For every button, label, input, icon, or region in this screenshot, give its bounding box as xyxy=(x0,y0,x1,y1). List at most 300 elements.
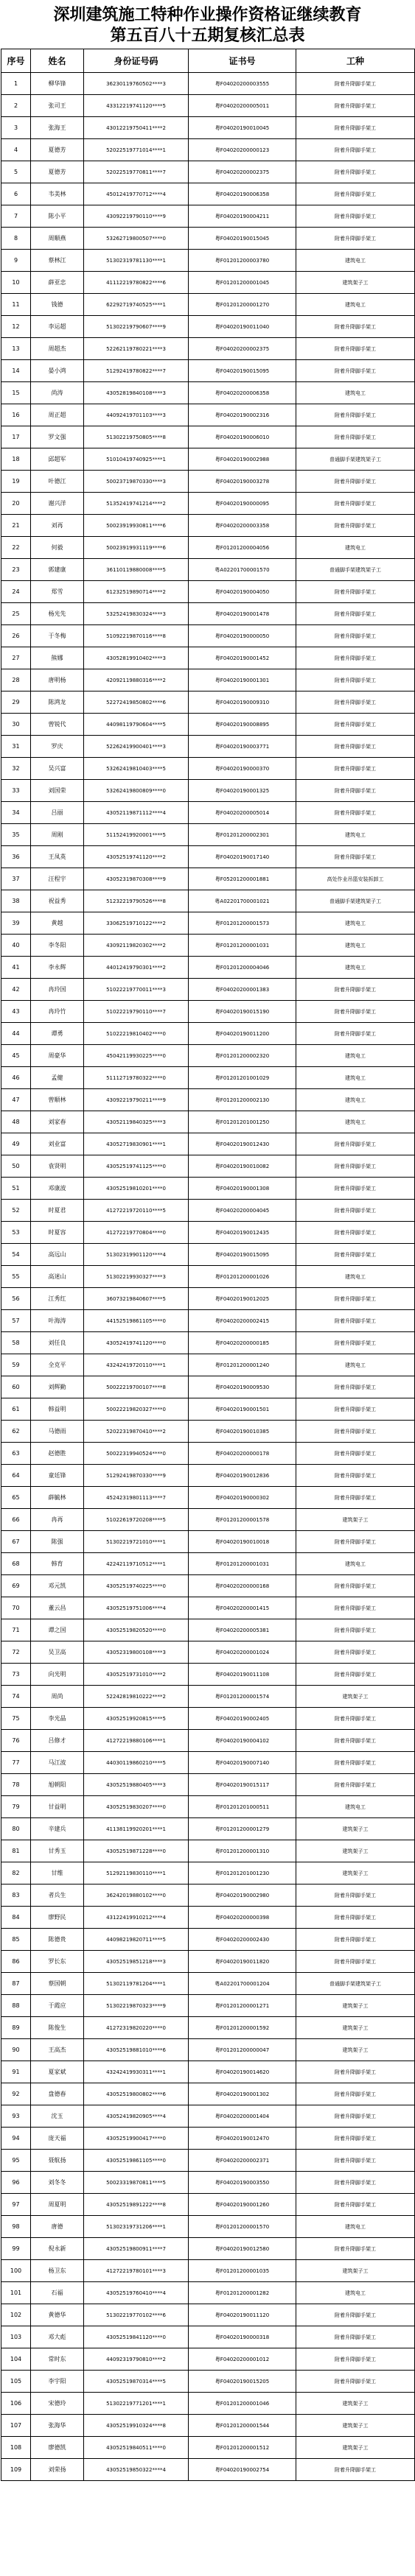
cell-index: 6 xyxy=(1,183,31,205)
cell-index: 53 xyxy=(1,1222,31,1244)
cell-name: 蔡国朝 xyxy=(31,1973,84,1995)
cell-certificate-number: 粤F01201200001512 xyxy=(189,2437,296,2459)
cell-id-number: 41112219780822****6 xyxy=(84,272,189,294)
cell-job-type: 附着升降脚手架工 xyxy=(296,1641,415,1664)
cell-index: 50 xyxy=(1,1155,31,1178)
cell-certificate-number: 粤F04020200000185 xyxy=(189,1332,296,1354)
cell-index: 54 xyxy=(1,1244,31,1266)
cell-index: 67 xyxy=(1,1531,31,1553)
cell-id-number: 43052119840325****3 xyxy=(84,1111,189,1133)
cell-certificate-number: 粤F04020190001260 xyxy=(189,2194,296,2216)
cell-index: 1 xyxy=(1,73,31,95)
cell-job-type: 建筑架子工 xyxy=(296,1686,415,1708)
cell-job-type: 附着升降脚手架工 xyxy=(296,515,415,537)
cell-job-type: 附着升降脚手架工 xyxy=(296,2194,415,2216)
table-row xyxy=(1,250,415,272)
cell-certificate-number: 粤F01201200004046 xyxy=(189,957,296,979)
cell-name: 时夏君 xyxy=(31,1200,84,1222)
cell-id-number: 43052519880405****3 xyxy=(84,1774,189,1796)
table-row xyxy=(1,1730,415,1752)
table-row xyxy=(1,294,415,316)
cell-job-type: 附着升降脚手架工 xyxy=(296,2371,415,2393)
cell-certificate-number: 粤F04020190004050 xyxy=(189,581,296,603)
table-row xyxy=(1,493,415,515)
cell-job-type: 附着升降脚手架工 xyxy=(296,426,415,448)
cell-job-type: 附着升降脚手架工 xyxy=(296,1885,415,1907)
table-row xyxy=(1,1885,415,1907)
cell-certificate-number: 粤F04020190010018 xyxy=(189,1531,296,1553)
cell-name: 韦美林 xyxy=(31,183,84,205)
cell-job-type: 附着升降脚手架工 xyxy=(296,1288,415,1310)
cell-index: 102 xyxy=(1,2304,31,2326)
cell-index: 11 xyxy=(1,294,31,316)
cell-index: 63 xyxy=(1,1443,31,1465)
cell-index: 103 xyxy=(1,2326,31,2348)
cell-index: 19 xyxy=(1,471,31,493)
cell-index: 109 xyxy=(1,2459,31,2481)
table-row xyxy=(1,1818,415,1840)
cell-index: 42 xyxy=(1,979,31,1001)
table-row xyxy=(1,1531,415,1553)
cell-name: 向光明 xyxy=(31,1664,84,1686)
cell-id-number: 43052419741120****0 xyxy=(84,1332,189,1354)
cell-index: 76 xyxy=(1,1730,31,1752)
cell-id-number: 53252419830324****3 xyxy=(84,603,189,625)
cell-index: 104 xyxy=(1,2348,31,2371)
cell-id-number: 44030119860210****5 xyxy=(84,1752,189,1774)
cell-certificate-number: 粤F04020190012435 xyxy=(189,1222,296,1244)
cell-job-type: 高处作业吊篮安装拆卸工 xyxy=(296,868,415,890)
table-row xyxy=(1,935,415,957)
cell-index: 44 xyxy=(1,1023,31,1045)
cell-index: 72 xyxy=(1,1641,31,1664)
cell-id-number: 43052519731010****2 xyxy=(84,1664,189,1686)
cell-certificate-number: 粤F04020190000370 xyxy=(189,758,296,780)
cell-certificate-number: 粤F04020200004045 xyxy=(189,1200,296,1222)
cell-certificate-number: 粤A02201700001570 xyxy=(189,559,296,581)
cell-job-type: 附着升降脚手架工 xyxy=(296,1398,415,1421)
cell-index: 39 xyxy=(1,912,31,935)
cell-name: 邓元凯 xyxy=(31,1575,84,1597)
table-row xyxy=(1,1973,415,1995)
cell-name: 王凤英 xyxy=(31,846,84,868)
cell-name: 常时东 xyxy=(31,2348,84,2371)
cell-job-type: 普通脚手架建筑架子工 xyxy=(296,890,415,912)
cell-id-number: 50023919930811****6 xyxy=(84,515,189,537)
cell-certificate-number: 粤F01201200001271 xyxy=(189,1995,296,2017)
cell-index: 71 xyxy=(1,1619,31,1641)
cell-index: 95 xyxy=(1,2150,31,2172)
cell-job-type: 附着升降脚手架工 xyxy=(296,1200,415,1222)
cell-id-number: 44092319790810****2 xyxy=(84,2348,189,2371)
cell-job-type: 附着升降脚手架工 xyxy=(296,2061,415,2083)
cell-certificate-number: 粤F01201201001029 xyxy=(189,1067,296,1089)
cell-certificate-number: 粤F01201200001310 xyxy=(189,1840,296,1862)
cell-job-type: 附着升降脚手架工 xyxy=(296,691,415,714)
cell-certificate-number: 粤F04020190012836 xyxy=(189,1465,296,1487)
cell-name: 马德雨 xyxy=(31,1421,84,1443)
table-row xyxy=(1,691,415,714)
cell-id-number: 51022619720208****5 xyxy=(84,1509,189,1531)
table-row xyxy=(1,1664,415,1686)
cell-certificate-number: 粤F04020190000095 xyxy=(189,493,296,515)
cell-index: 74 xyxy=(1,1686,31,1708)
cell-name: 谭勇 xyxy=(31,1023,84,1045)
cell-id-number: 41272219720110****5 xyxy=(84,1200,189,1222)
cell-job-type: 附着升降脚手架工 xyxy=(296,404,415,426)
cell-name: 周豪华 xyxy=(31,1045,84,1067)
table-row xyxy=(1,758,415,780)
cell-name: 周夏明 xyxy=(31,2194,84,2216)
cell-name: 宋德玲 xyxy=(31,2393,84,2415)
table-row xyxy=(1,1907,415,1929)
cell-id-number: 51152419920001****5 xyxy=(84,824,189,846)
cell-name: 夏德芳 xyxy=(31,139,84,161)
cell-certificate-number: 粤F04020200000398 xyxy=(189,1907,296,1929)
cell-job-type: 附着升降脚手架工 xyxy=(296,2105,415,2128)
cell-certificate-number: 粤F04020190006358 xyxy=(189,183,296,205)
cell-certificate-number: 粤F01201200004056 xyxy=(189,537,296,559)
table-row xyxy=(1,426,415,448)
table-row xyxy=(1,1133,415,1155)
cell-name: 尚涛 xyxy=(31,382,84,404)
cell-index: 38 xyxy=(1,890,31,912)
table-row xyxy=(1,2194,415,2216)
table-row xyxy=(1,1045,415,1067)
cell-id-number: 61232519890714****2 xyxy=(84,581,189,603)
cell-index: 61 xyxy=(1,1398,31,1421)
cell-index: 10 xyxy=(1,272,31,294)
cell-index: 86 xyxy=(1,1951,31,1973)
cell-id-number: 36242019880102****0 xyxy=(84,1885,189,1907)
cell-id-number: 50022219700107****8 xyxy=(84,1376,189,1398)
cell-certificate-number: 粤F04020190011108 xyxy=(189,1664,296,1686)
cell-job-type: 建筑架子工 xyxy=(296,1840,415,1862)
cell-job-type: 附着升降脚手架工 xyxy=(296,1023,415,1045)
cell-id-number: 51292119830110****1 xyxy=(84,1862,189,1885)
cell-index: 99 xyxy=(1,2238,31,2260)
table-row xyxy=(1,139,415,161)
cell-certificate-number: 粤F04020190002980 xyxy=(189,1885,296,1907)
title-line-2: 第五百八十五期复核汇总表 xyxy=(110,26,305,45)
cell-job-type: 附着升降脚手架工 xyxy=(296,1619,415,1641)
cell-name: 曾锐代 xyxy=(31,714,84,736)
cell-id-number: 45042119930225****0 xyxy=(84,1045,189,1067)
cell-index: 5 xyxy=(1,161,31,183)
cell-id-number: 51302219770102****6 xyxy=(84,2304,189,2326)
cell-id-number: 51112719780322****0 xyxy=(84,1067,189,1089)
table-row xyxy=(1,1222,415,1244)
cell-job-type: 附着升降脚手架工 xyxy=(296,2459,415,2481)
cell-job-type: 附着升降脚手架工 xyxy=(296,581,415,603)
cell-index: 66 xyxy=(1,1509,31,1531)
cell-name: 高远山 xyxy=(31,1244,84,1266)
cell-job-type: 附着升降脚手架工 xyxy=(296,2172,415,2194)
cell-id-number: 36230119760502****3 xyxy=(84,73,189,95)
cell-name: 叶德江 xyxy=(31,471,84,493)
cell-job-type: 附着升降脚手架工 xyxy=(296,183,415,205)
cell-id-number: 43092219790110****9 xyxy=(84,205,189,228)
cell-name: 柳华锋 xyxy=(31,73,84,95)
cell-certificate-number: 粤F01201200001031 xyxy=(189,1553,296,1575)
cell-certificate-number: 粤F04020200005381 xyxy=(189,1619,296,1641)
table-row xyxy=(1,360,415,382)
cell-id-number: 50023919931119****6 xyxy=(84,537,189,559)
table-row xyxy=(1,537,415,559)
table-row xyxy=(1,515,415,537)
cell-id-number: 41138119920201****1 xyxy=(84,1818,189,1840)
table-row xyxy=(1,2282,415,2304)
cell-id-number: 51092219870116****8 xyxy=(84,625,189,647)
cell-certificate-number: 粤F04020190017140 xyxy=(189,846,296,868)
cell-index: 14 xyxy=(1,360,31,382)
cell-id-number: 52262119780221****3 xyxy=(84,338,189,360)
table-row xyxy=(1,1465,415,1487)
cell-id-number: 52022319870410****2 xyxy=(84,1421,189,1443)
table-row xyxy=(1,1641,415,1664)
cell-id-number: 41272319820220****0 xyxy=(84,2017,189,2039)
cell-job-type: 建筑架子工 xyxy=(296,1818,415,1840)
cell-name: 夏家斌 xyxy=(31,2061,84,2083)
cell-name: 甘秀玉 xyxy=(31,1840,84,1862)
cell-job-type: 建筑电工 xyxy=(296,382,415,404)
cell-name: 张海王 xyxy=(31,117,84,139)
cell-id-number: 43052719830901****1 xyxy=(84,1133,189,1155)
cell-name: 何毅 xyxy=(31,537,84,559)
cell-job-type: 附着升降脚手架工 xyxy=(296,1907,415,1929)
cell-id-number: 51232219790526****8 xyxy=(84,890,189,912)
cell-index: 9 xyxy=(1,250,31,272)
cell-certificate-number: 粤F01201200001573 xyxy=(189,912,296,935)
cell-certificate-number: 粤F04020190012580 xyxy=(189,2238,296,2260)
table-row xyxy=(1,1686,415,1708)
cell-id-number: 43052319870308****9 xyxy=(84,868,189,890)
cell-id-number: 43052519861105****0 xyxy=(84,2150,189,2172)
cell-index: 48 xyxy=(1,1111,31,1133)
cell-name: 李运超 xyxy=(31,316,84,338)
cell-id-number: 52262419900401****3 xyxy=(84,736,189,758)
cell-certificate-number: 粤F04020200001024 xyxy=(189,1641,296,1664)
cell-job-type: 附着升降脚手架工 xyxy=(296,1376,415,1398)
cell-certificate-number: 粤F04020200005011 xyxy=(189,95,296,117)
cell-certificate-number: 粤F04020190001478 xyxy=(189,603,296,625)
cell-id-number: 52022519770811****7 xyxy=(84,161,189,183)
cell-job-type: 附着升降脚手架工 xyxy=(296,493,415,515)
cell-index: 49 xyxy=(1,1133,31,1155)
table-row xyxy=(1,2326,415,2348)
cell-id-number: 42092119880316****2 xyxy=(84,669,189,691)
cell-name: 周顺燕 xyxy=(31,228,84,250)
cell-index: 17 xyxy=(1,426,31,448)
cell-name: 吴兴富 xyxy=(31,758,84,780)
cell-name: 辛建兵 xyxy=(31,1818,84,1840)
table-row xyxy=(1,1244,415,1266)
cell-index: 81 xyxy=(1,1840,31,1862)
cell-name: 熊娜 xyxy=(31,647,84,669)
cell-index: 24 xyxy=(1,581,31,603)
cell-id-number: 43052419820905****4 xyxy=(84,2105,189,2128)
cell-certificate-number: 粤F04020200003555 xyxy=(189,73,296,95)
cell-id-number: 50023719870330****3 xyxy=(84,471,189,493)
table-row xyxy=(1,205,415,228)
table-row xyxy=(1,1067,415,1089)
cell-certificate-number: 粤F01201201001230 xyxy=(189,1862,296,1885)
cell-index: 51 xyxy=(1,1178,31,1200)
table-row xyxy=(1,1155,415,1178)
cell-index: 34 xyxy=(1,802,31,824)
table-row xyxy=(1,1288,415,1310)
cell-index: 8 xyxy=(1,228,31,250)
table-row xyxy=(1,1200,415,1222)
table-row xyxy=(1,890,415,912)
cell-name: 于霞应 xyxy=(31,1995,84,2017)
cell-name: 晏小鸿 xyxy=(31,360,84,382)
cell-name: 廖野民 xyxy=(31,1907,84,1929)
cell-index: 12 xyxy=(1,316,31,338)
cell-id-number: 43052519800911****7 xyxy=(84,2238,189,2260)
cell-id-number: 33062519710122****2 xyxy=(84,912,189,935)
table-row xyxy=(1,2150,415,2172)
cell-name: 罗文强 xyxy=(31,426,84,448)
cell-name: 陈强 xyxy=(31,1531,84,1553)
cell-certificate-number: 粤F04020190009310 xyxy=(189,691,296,714)
cell-name: 谭之国 xyxy=(31,1619,84,1641)
cell-index: 68 xyxy=(1,1553,31,1575)
cell-certificate-number: 粤F04020190010045 xyxy=(189,117,296,139)
cell-certificate-number: 粤F04020200006358 xyxy=(189,382,296,404)
cell-id-number: 53262419810403****5 xyxy=(84,758,189,780)
cell-id-number: 51302219721010****1 xyxy=(84,1531,189,1553)
cell-name: 时夏容 xyxy=(31,1222,84,1244)
cell-certificate-number: 粤F04020200005014 xyxy=(189,802,296,824)
table-row xyxy=(1,1509,415,1531)
cell-certificate-number: 粤F04020200002371 xyxy=(189,2150,296,2172)
cell-index: 30 xyxy=(1,714,31,736)
table-row xyxy=(1,1354,415,1376)
cell-job-type: 建筑电工 xyxy=(296,957,415,979)
cell-index: 100 xyxy=(1,2260,31,2282)
cell-certificate-number: 粤F04020190014620 xyxy=(189,2061,296,2083)
cell-certificate-number: 粤A02201700001204 xyxy=(189,1973,296,1995)
cell-job-type: 附着升降脚手架工 xyxy=(296,2326,415,2348)
cell-certificate-number: 粤F04020190010385 xyxy=(189,1421,296,1443)
cell-id-number: 43012219750411****2 xyxy=(84,117,189,139)
cell-name: 蔡林江 xyxy=(31,250,84,272)
table-row xyxy=(1,559,415,581)
cell-certificate-number: 粤F04020190011820 xyxy=(189,1951,296,1973)
cell-index: 26 xyxy=(1,625,31,647)
table-row xyxy=(1,1995,415,2017)
cell-name: 叶海涛 xyxy=(31,1310,84,1332)
cell-name: 陈德贵 xyxy=(31,1929,84,1951)
table-row xyxy=(1,669,415,691)
table-row xyxy=(1,603,415,625)
cell-job-type: 附着升降脚手架工 xyxy=(296,714,415,736)
table-row xyxy=(1,448,415,471)
cell-id-number: 52272419850802****6 xyxy=(84,691,189,714)
cell-name: 韩益明 xyxy=(31,1398,84,1421)
cell-job-type: 建筑电工 xyxy=(296,1111,415,1133)
table-row xyxy=(1,1774,415,1796)
cell-name: 周超杰 xyxy=(31,338,84,360)
table-row xyxy=(1,1178,415,1200)
cell-index: 78 xyxy=(1,1774,31,1796)
cell-name: 杨卫东 xyxy=(31,2260,84,2282)
cell-id-number: 51302219771201****1 xyxy=(84,2393,189,2415)
cell-name: 夏德芳 xyxy=(31,161,84,183)
cell-certificate-number: 粤F01201200001240 xyxy=(189,1354,296,1376)
cell-certificate-number: 粤F01201201000511 xyxy=(189,1796,296,1818)
cell-certificate-number: 粤F01201200001270 xyxy=(189,294,296,316)
cell-id-number: 51302219930327****3 xyxy=(84,1266,189,1288)
cell-job-type: 附着升降脚手架工 xyxy=(296,1244,415,1266)
cell-job-type: 附着升降脚手架工 xyxy=(296,95,415,117)
cell-certificate-number: 粤F04020200001383 xyxy=(189,979,296,1001)
cell-certificate-number: 粤F01201200001282 xyxy=(189,2282,296,2304)
cell-certificate-number: 粤F01201200001544 xyxy=(189,2415,296,2437)
cell-name: 冉再 xyxy=(31,1509,84,1531)
table-row xyxy=(1,316,415,338)
cell-index: 46 xyxy=(1,1067,31,1089)
cell-job-type: 附着升降脚手架工 xyxy=(296,1664,415,1686)
cell-job-type: 建筑架子工 xyxy=(296,2393,415,2415)
cell-certificate-number: 粤F01201200002301 xyxy=(189,824,296,846)
cell-certificate-number: 粤F04020190004211 xyxy=(189,205,296,228)
cell-name: 刘辉勤 xyxy=(31,1376,84,1398)
cell-id-number: 43052519740225****0 xyxy=(84,1575,189,1597)
cell-index: 83 xyxy=(1,1885,31,1907)
table-row xyxy=(1,1111,415,1133)
cell-certificate-number: 粤F04020200000178 xyxy=(189,1443,296,1465)
header-index: 序号 xyxy=(1,49,31,73)
cell-name: 郭建康 xyxy=(31,559,84,581)
cell-certificate-number: 粤F04020190012470 xyxy=(189,2128,296,2150)
cell-certificate-number: 粤F04020190010082 xyxy=(189,1155,296,1178)
cell-job-type: 附着升降脚手架工 xyxy=(296,1929,415,1951)
cell-job-type: 附着升降脚手架工 xyxy=(296,117,415,139)
cell-job-type: 建筑电工 xyxy=(296,537,415,559)
cell-job-type: 附着升降脚手架工 xyxy=(296,669,415,691)
cell-certificate-number: 粤F01201200002320 xyxy=(189,1045,296,1067)
table-row xyxy=(1,228,415,250)
cell-index: 37 xyxy=(1,868,31,890)
table-row xyxy=(1,2348,415,2371)
table-row xyxy=(1,2128,415,2150)
table-body xyxy=(1,73,415,2481)
cell-id-number: 50023319870811****5 xyxy=(84,2172,189,2194)
table-row xyxy=(1,183,415,205)
cell-job-type: 附着升降脚手架工 xyxy=(296,2083,415,2105)
table-row xyxy=(1,1619,415,1641)
cell-name: 钱德 xyxy=(31,294,84,316)
cell-certificate-number: 粤F04020200001404 xyxy=(189,2105,296,2128)
cell-name: 祝益秀 xyxy=(31,890,84,912)
cell-id-number: 43052519751006****4 xyxy=(84,1597,189,1619)
cell-id-number: 43052519810201****0 xyxy=(84,1178,189,1200)
table-row xyxy=(1,1266,415,1288)
cell-certificate-number: 粤F04020200003358 xyxy=(189,515,296,537)
cell-name: 刘再 xyxy=(31,515,84,537)
cell-id-number: 62292719740525****1 xyxy=(84,294,189,316)
cell-id-number: 51302319731206****1 xyxy=(84,2216,189,2238)
cell-index: 52 xyxy=(1,1200,31,1222)
cell-id-number: 36073219840607****5 xyxy=(84,1288,189,1310)
cell-id-number: 41272219770804****0 xyxy=(84,1222,189,1244)
cell-id-number: 53262419800809****0 xyxy=(84,780,189,802)
table-row xyxy=(1,161,415,183)
cell-certificate-number: 粤F04020200002415 xyxy=(189,1310,296,1332)
cell-name: 童廷锋 xyxy=(31,1465,84,1487)
